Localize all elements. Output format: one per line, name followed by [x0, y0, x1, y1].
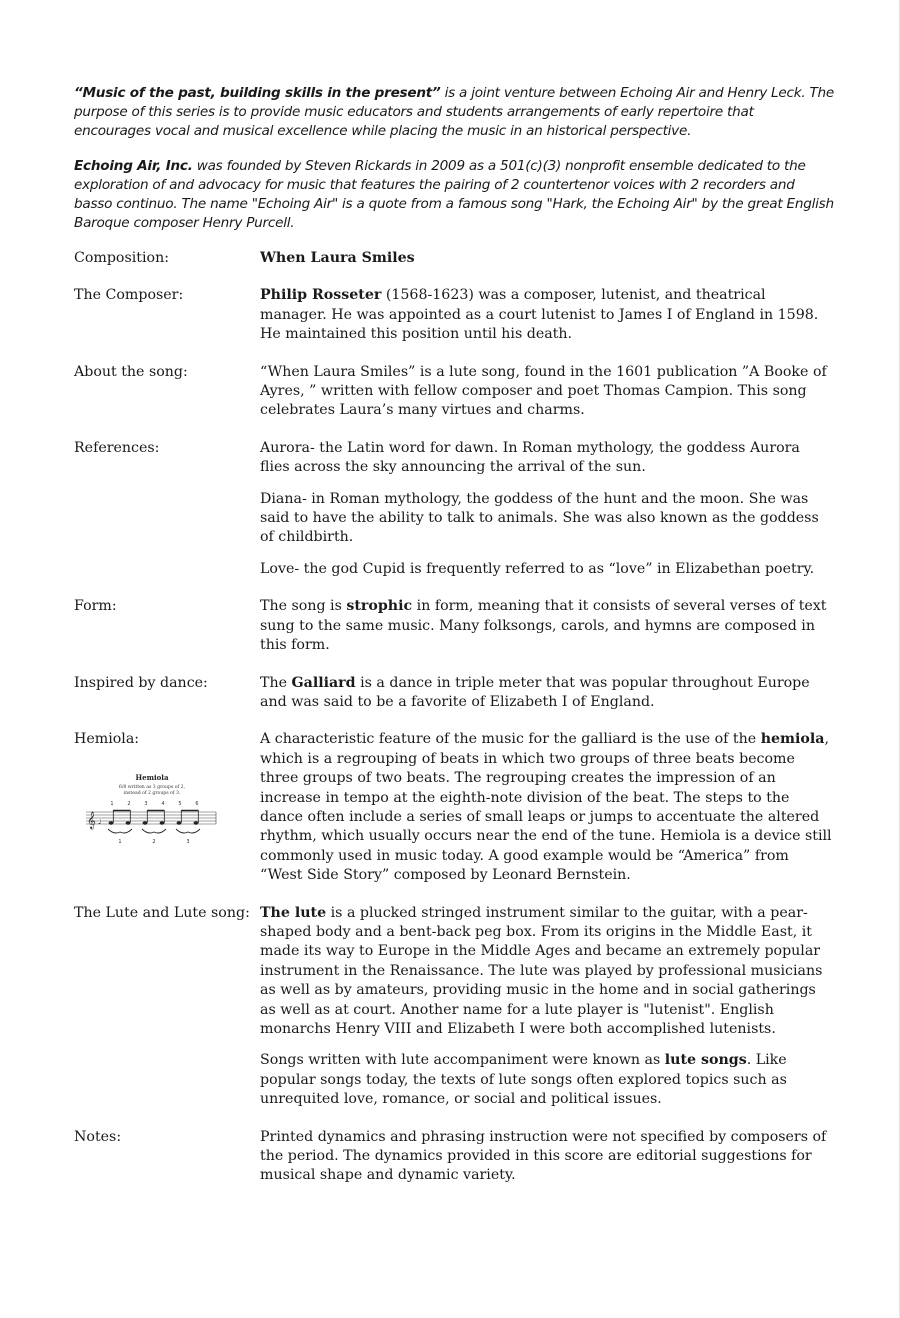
composition-label: Composition: — [74, 250, 169, 266]
lute-text — [260, 904, 834, 1110]
intro-paragraph-1 — [74, 84, 834, 141]
intro-paragraph-2 — [74, 157, 834, 233]
dance-text-pre: The — [260, 674, 292, 691]
lute-label: The Lute and Lute song: — [74, 904, 250, 921]
lute-paragraph-1 — [260, 904, 834, 1040]
lute-text-1: is a plucked stringed instrument similar to the guitar, with a pear-shaped body and a bent-back peg box. From its origins in the Middle East, it made its way to Europe in the Middle Ages and became an extremely popular instrument in the Renaissance. The lute was played by professional musicians as well as by amateurs, providing music in the home and in social gatherings as well as at court. Another name for a lute player is "lutenist". English monarchs Henry VIII and Elizabeth I were both accomplished lutenists. — [260, 904, 823, 1037]
beat-number: 6 — [195, 800, 199, 807]
beat-number: 3 — [144, 800, 148, 807]
hemiola-notation-image — [82, 772, 222, 852]
about-row — [74, 363, 834, 421]
dance-term: Galliard — [291, 674, 356, 691]
hemiola-text-post: , which is a regrouping of beats in which two groups of three beats become three groups of two beats. The regrouping creates the impression of an increase in tempo at the eighth-note division of the beat. The steps to the dance often include a series of small leaps or jumps to accentuate the altered rhythm, which usually occurs near the end of the tune. Hemiola is a device still commonly used in music today. A good example would be “America” from “West Side Story” composed by Leonard Bernstein. — [260, 731, 832, 884]
lute-paragraph-2 — [260, 1051, 834, 1109]
dance-text — [260, 674, 834, 713]
about-label: About the song: — [74, 363, 188, 380]
lute-row — [74, 904, 834, 1110]
hemiola-term: hemiola — [760, 731, 825, 748]
notes-row — [74, 1128, 834, 1186]
composition-row — [74, 249, 834, 268]
composer-bio: (1568-1623) was a composer, lutenist, and theatrical manager. He was appointed as a court lutenist to James I of England in 1598. He maintained this position until his death. — [260, 287, 819, 343]
group-number: 3 — [186, 838, 190, 845]
hemiola-text — [260, 730, 834, 885]
beat-number: 5 — [178, 800, 182, 807]
hemiola-label: Hemiola: — [74, 731, 140, 748]
form-label: Form: — [74, 598, 117, 615]
intro-text-2: was founded by Steven Rickards in 2009 as a 501(c)(3) nonprofit ensemble dedicated to the exploration of and advocacy for music that features the pairing of 2 countertenor voices with 2 recorders and basso continuo. The name "Echoing Air" is a quote from a famous song "Hark, the Echoing Air" by the great English Baroque composer Henry Purcell. — [74, 158, 834, 231]
references-row — [74, 439, 834, 579]
lute-term: The lute — [260, 904, 327, 921]
beat-number: 4 — [161, 800, 165, 807]
intro-section — [74, 84, 834, 233]
hemiola-figure-caption-1: 6/8 written as 3 groups of 2, — [118, 784, 186, 790]
composer-text — [260, 286, 834, 344]
intro-text-1: is a joint venture between Echoing Air and Henry Leck. The purpose of this series is to provide music educators and students arrangements of early repertoire that encourages vocal and musical excellence while placing the music in an historical perspective. — [74, 85, 835, 139]
form-term: strophic — [346, 598, 413, 615]
group-number: 1 — [118, 838, 122, 845]
group-number: 2 — [152, 838, 156, 845]
form-text — [260, 597, 834, 655]
form-text-pre: The song is — [260, 598, 347, 615]
references-list — [260, 439, 834, 579]
about-text: “When Laura Smiles” is a lute song, found in the 1601 publication ”A Booke of Ayres, ” written with fellow composer and poet Thomas Campion. This song celebrates Laura’s many virtues and charms. — [260, 363, 827, 419]
beat-number: 2 — [127, 800, 131, 807]
dance-text-post: is a dance in triple meter that was popular throughout Europe and was said to be a favorite of Elizabeth I of England. — [260, 674, 810, 710]
beat-number: 1 — [110, 800, 114, 807]
series-title: “Music of the past, building skills in the present” — [74, 85, 441, 101]
lute-text-2-pre: Songs written with lute accompaniment were known as — [260, 1052, 665, 1069]
hemiola-figure-title: Hemiola — [135, 772, 169, 782]
notes-text: Printed dynamics and phrasing instruction were not specified by composers of the period. The dynamics provided in this score are editorial suggestions for musical shape and dynamic variety. — [260, 1128, 827, 1184]
lute-songs-term: lute songs — [664, 1052, 747, 1069]
hemiola-text-pre: A characteristic feature of the music for the galliard is the use of the — [260, 731, 761, 748]
composer-label: The Composer: — [74, 287, 184, 304]
composer-row — [74, 286, 834, 344]
time-signature-icon: ♩ — [98, 816, 102, 826]
document-body — [74, 84, 834, 1204]
form-text-post: in form, meaning that it consists of several verses of text sung to the same music. Many folksongs, carols, and hymns are composed in this form. — [260, 598, 827, 654]
treble-clef-icon: 𝄞 — [87, 810, 96, 829]
references-label: References: — [74, 439, 160, 456]
hemiola-figure — [82, 772, 222, 858]
grouping-brackets — [108, 829, 200, 833]
hemiola-row — [74, 730, 834, 885]
composition-title: When Laura Smiles — [260, 250, 415, 266]
dance-row — [74, 674, 834, 713]
hemiola-label-column — [74, 730, 260, 885]
lute-text-2-post: . Like popular songs today, the texts of lute songs often explored topics such as unrequited love, romance, or social and political issues. — [260, 1052, 787, 1108]
form-row — [74, 597, 834, 655]
reference-item: Aurora- the Latin word for dawn. In Roman mythology, the goddess Aurora flies across the sky announcing the arrival of the sun. — [260, 439, 800, 476]
composer-name: Philip Rosseter — [260, 287, 382, 304]
reference-item: Diana- in Roman mythology, the goddess of the hunt and the moon. She was said to have the ability to talk to animals. She was also known as the goddess of childbirth. — [260, 490, 819, 546]
reference-item: Love- the god Cupid is frequently referred to as “love” in Elizabethan poetry. — [260, 560, 815, 577]
hemiola-figure-caption-2: instead of 2 groups of 3. — [123, 790, 181, 796]
organization-name: Echoing Air, Inc. — [74, 158, 193, 174]
notes-label: Notes: — [74, 1128, 122, 1145]
dance-label: Inspired by dance: — [74, 674, 208, 691]
